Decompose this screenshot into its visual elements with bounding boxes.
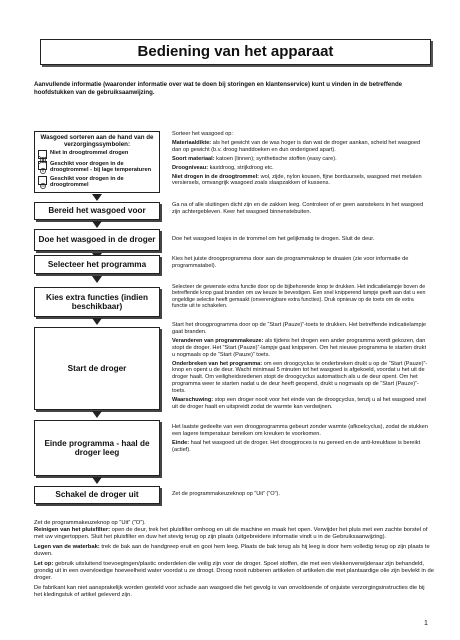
bottom-para: Zet de programmakeuzeknop op “Uit” (“O”).	[34, 520, 146, 526]
step-start-text	[172, 322, 430, 413]
page-title: Bediening van het apparaat	[137, 43, 334, 60]
sorting-item: Niet drogen in de droogtrommel: wol, zijde, nylon kousen, fijne borduursels, wasgoed met metalen versiersels, omvangrijk wasgoed zoals slaapzakken of kussens.	[172, 173, 422, 187]
step-end-para: Einde: haal het wasgoed uit de droger. Het droogproces is nu gereed en de anti-kreukfase is bereikt (actief).	[172, 439, 421, 453]
step-load-text: Doe het wasgoed losjes in de trommel om het gelijkmatig te drogen. Sluit de deur.	[172, 236, 375, 242]
sorting-text	[172, 131, 430, 189]
bottom-notes	[34, 520, 434, 602]
step-start-para: Waarschuwing: stop een droger nooit voor het einde van de droogcyclus, tenzij u al het wasgoed snel uit de droger haalt en uitspreidt zodat de warmte kan verdwijnen.	[172, 397, 427, 410]
page-number: 1	[424, 620, 428, 627]
step-select-program: Selecteer het programma	[34, 255, 160, 274]
intro-text: Aanvullende informatie (waaronder informatie over wat te doen bij storingen en klantenservice) kunt u vinden in de betreffende hoofdstukken van de gebruiksaanwijzing.	[34, 81, 403, 96]
symbol-row	[35, 161, 159, 174]
step-end-program: Einde programma - haal de droger leeg	[34, 420, 160, 476]
step-start-para: Start het droogprogramma door op de “Start (Pauze)”-toets te drukken. Het betreffende indicatielampje gaat branden.	[172, 322, 426, 335]
bottom-para: Let op: gebruik uitsluitend toevoegingen/plastic onderdelen die veilig zijn voor de droger. Spoel stoffen, die met een vlekkenverwijderaar zijn behandeld, grondig uit in een overvloedige hoeveelheid water voordat u ze droogt. Droog nooit rubberen artikelen of artikelen die met plantaardige olie zijn bevlekt in de droger.	[34, 561, 434, 581]
step-extra-text: Selecteer de gewenste extra functie door op de bijbehorende knop te drukken. Het indicatielampje boven de betreffende knop gaat branden om uw keuze te bevestigen. Een snel knipperend lampje geeft aan dat u een ongeldige selectie heeft gemaakt (onverenigbare extra functies). Druk opnieuw op de toets om de extra functie uit te schakelen.	[172, 284, 426, 310]
step-switch-off-text: Zet de programmakeuzeknop op “Uit” (“O”).	[172, 491, 280, 497]
step-prepare-text: Ga na of alle sluitingen dicht zijn en de zakken leeg. Controleer of er geen aanstekers in het wasgoed zijn achtergebleven. Keer het wasgoed binnenstebuiten.	[172, 202, 424, 215]
sorting-intro: Sorteer het wasgoed op:	[172, 131, 233, 137]
tumble-dry-low-icon	[38, 161, 47, 170]
step-prepare-laundry: Bereid het wasgoed voor	[34, 202, 160, 220]
tumble-dry-icon	[38, 176, 47, 185]
step-start-para: Onderbreken van het programma: om een droogcyclus te onderbreken drukt u op de “Start (Pauze)”-knop en opent u de deur. Wacht minimaal 5 minuten tot het wasgoed is afgekoeld, voordat u het uit de droger haalt. Om veiligheidsredenen stopt de droogcyclus automatisch als u de deur opent. Om het programma weer te starten nadat u de deur heeft geopend, drukt u nogmaals op de “Start (Pauze)”-toets.	[172, 360, 428, 395]
title-box	[40, 39, 431, 65]
bottom-para: De fabrikant kan niet aansprakelijk worden gesteld voor schade aan wasgoed die het gevolg is van onvoldoende of onjuiste verzorgingsinstructies die bij het kledingstuk of artikel geleverd zijn.	[34, 585, 425, 598]
symbol-label: Geschikt voor drogen in de droogtrommel	[50, 175, 124, 189]
sorting-item: Soort materiaal: katoen (linnen); synthetische stoffen (easy care).	[172, 155, 337, 162]
do-not-tumble-dry-icon	[38, 150, 47, 159]
step-load-dryer: Doe het wasgoed in de droger	[34, 229, 160, 251]
bottom-para: Reinigen van het pluisfilter: open de deur, trek het pluisfilter omhoog en uit de machine en maak het open. Verwijder het pluis met een zachte borstel of met uw vingertoppen. Sluit het pluisfilter en duw het stevig terug op zijn plaats (uitgebreidere informatie vindt u in de Gebruiksaanwijzing).	[34, 527, 428, 540]
step-end-text	[172, 424, 430, 456]
symbol-row	[35, 176, 159, 189]
flow-arrow	[92, 318, 102, 325]
flow-arrow	[92, 194, 102, 201]
symbol-row	[35, 150, 159, 159]
step-end-para: Het laatste gedeelte van een droogprogramma gebeurt zonder warmte (afkoelcyclus), zodat de stukken een lagere temperatuur bereiken om kreuken te voorkomen.	[172, 424, 428, 437]
step-switch-off: Schakel de droger uit	[34, 486, 160, 504]
bottom-para: Legen van de waterbak: trek de bak aan de handgreep eruit en gooi hem leeg. Plaats de bak terug als hij leeg is door hem volledig terug op zijn plaats te duwen.	[34, 544, 430, 557]
step-extra-functions: Kies extra functies (indien beschikbaar)	[34, 287, 160, 317]
sorting-item: Materiaaldikte: als het gewicht van de was hoger is dan wat de droger aankan, scheid het wasgoed dan op gewicht (b.v. droog handdoeken en dun onderigoed apart).	[172, 139, 421, 153]
symbol-label: Niet in droogtrommel drogen	[50, 150, 129, 156]
step-select-text: Kies het juiste droogprogramma door aan de programmaknop te draaien (zie voor informatie de programmatabel).	[172, 256, 409, 269]
sorting-item: Droogniveau: kastdroog, strijkdroog etc.	[172, 164, 274, 171]
symbol-label: Geschikt voor drogen in de droogtrommel - bij lage temperaturen	[50, 161, 152, 174]
flow-arrow	[92, 276, 102, 283]
flow-arrow	[92, 221, 102, 228]
flow-arrow	[92, 477, 102, 484]
sorting-header: Wasgoed sorteren aan de hand van de verzorgingssymbolen:	[40, 134, 154, 148]
step-start-para: Veranderen van programmakeuze: als tijdens het drogen een ander programma wordt gekozen, dan stopt de droger. Het “Start (Pauze)”-lampje gaat knipperen. Om het nieuwe programma te starten drukt u nogmaals op de “Start (Pauze)” toets.	[172, 337, 427, 358]
flow-arrow	[92, 411, 102, 418]
step-start-dryer: Start de droger	[34, 327, 160, 410]
sorting-symbols-box	[34, 131, 160, 193]
